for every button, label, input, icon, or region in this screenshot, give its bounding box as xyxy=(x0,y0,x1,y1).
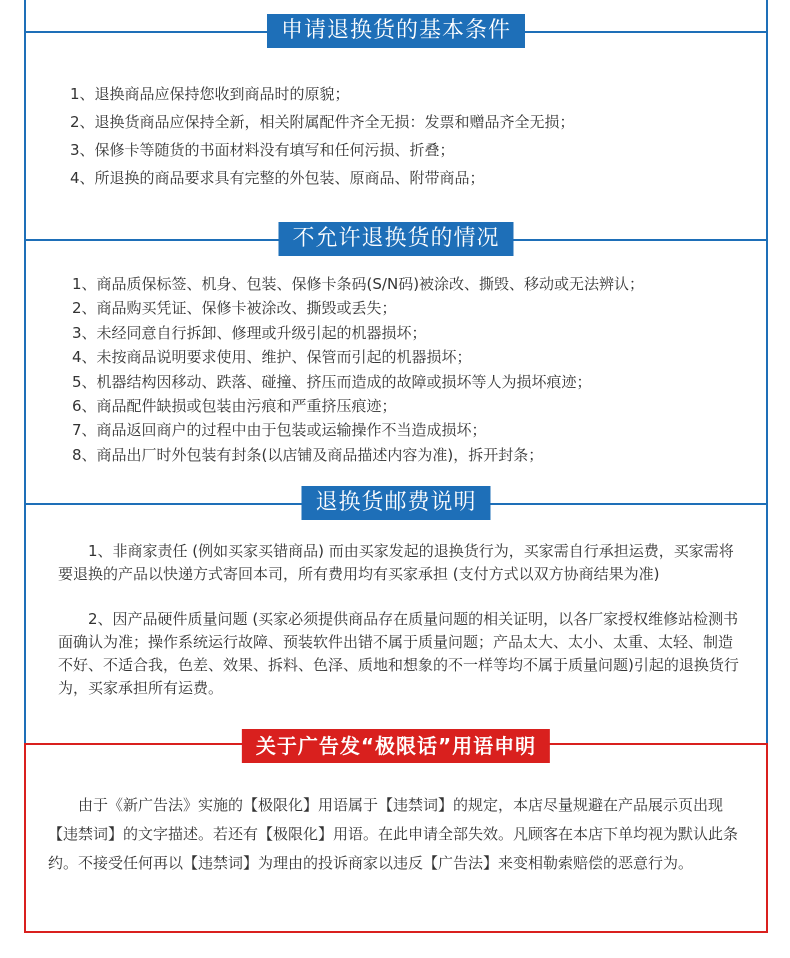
list-item: 5、机器结构因移动、跌落、碰撞、挤压而造成的故障或损坏等人为损坏痕迹； xyxy=(72,372,592,391)
list-item: 1、退换商品应保持您收到商品时的原貌； xyxy=(70,85,350,103)
section-ad-law-statement xyxy=(24,734,768,933)
list-item: 6、商品配件缺损或包装由污痕和严重挤压痕迹； xyxy=(72,397,397,416)
section-title: 关于广告发“极限话”用语申明 xyxy=(242,729,550,763)
section-basic-conditions xyxy=(24,0,768,224)
list-item: 4、所退换的商品要求具有完整的外包装、原商品、附带商品； xyxy=(70,169,485,187)
list-item: 7、商品返回商户的过程中由于包装或运输操作不当造成损坏； xyxy=(72,421,487,440)
not-allowed-list xyxy=(72,272,644,467)
list-item: 3、保修卡等随货的书面材料没有填写和任何污损、折叠； xyxy=(70,141,455,159)
list-item: 1、商品质保标签、机身、包装、保修卡条码(S/N码)被涂改、撕毁、移动或无法辨认； xyxy=(72,275,645,293)
statement-paragraph: 由于《新广告法》实施的【极限化】用语属于【违禁词】的规定，本店尽量规避在产品展示页出现【违禁词】的文字描述。若还有【极限化】用语。在此申请全部失效。凡顾客在本店下单均视为默认此条约。不接受任何再以【违禁词】为理由的投诉商家以违反【广告法】来变相勒索赔偿的恶意行为。 xyxy=(48,796,739,872)
shipping-paragraph-1: 1、非商家责任 (例如买家买错商品) 而由买家发起的退换货行为，买家需自行承担运费，买家需将要退换的产品以快递方式寄回本司，所有费用均有买家承担 (支付方式以双方协商结果为准) xyxy=(58,542,734,583)
section-shipping-fee xyxy=(24,488,768,743)
section-title: 不允许退换货的情况 xyxy=(278,222,513,256)
section-not-allowed xyxy=(24,224,768,488)
list-item: 4、未按商品说明要求使用、维护、保管而引起的机器损坏； xyxy=(72,348,472,367)
shipping-paragraph-2: 2、因产品硬件质量问题 (买家必须提供商品存在质量问题的相关证明，以各厂家授权维修站检测书面确认为准；操作系统运行故障、预装软件出错不属于质量问题；产品太大、太小、太重、太轻、制造不好、不适合我，色差、效果、拆料、色泽、质地和想象的不一样等均不属于质量问题)引起的退换货行为，买家承担所有运费。 xyxy=(58,610,739,697)
list-item: 2、商品购买凭证、保修卡被涂改、撕毁或丢失； xyxy=(72,299,397,318)
list-item: 8、商品出厂时外包装有封条(以店铺及商品描述内容为准)，拆开封条； xyxy=(72,445,544,464)
section-title: 退换货邮费说明 xyxy=(301,486,490,520)
section-title: 申请退换货的基本条件 xyxy=(267,14,525,48)
list-item: 3、未经同意自行拆卸、修理或升级引起的机器损坏； xyxy=(72,323,427,342)
list-item: 2、退换货商品应保持全新，相关附属配件齐全无损：发票和赠品齐全无损； xyxy=(70,113,575,131)
conditions-list xyxy=(70,80,575,192)
